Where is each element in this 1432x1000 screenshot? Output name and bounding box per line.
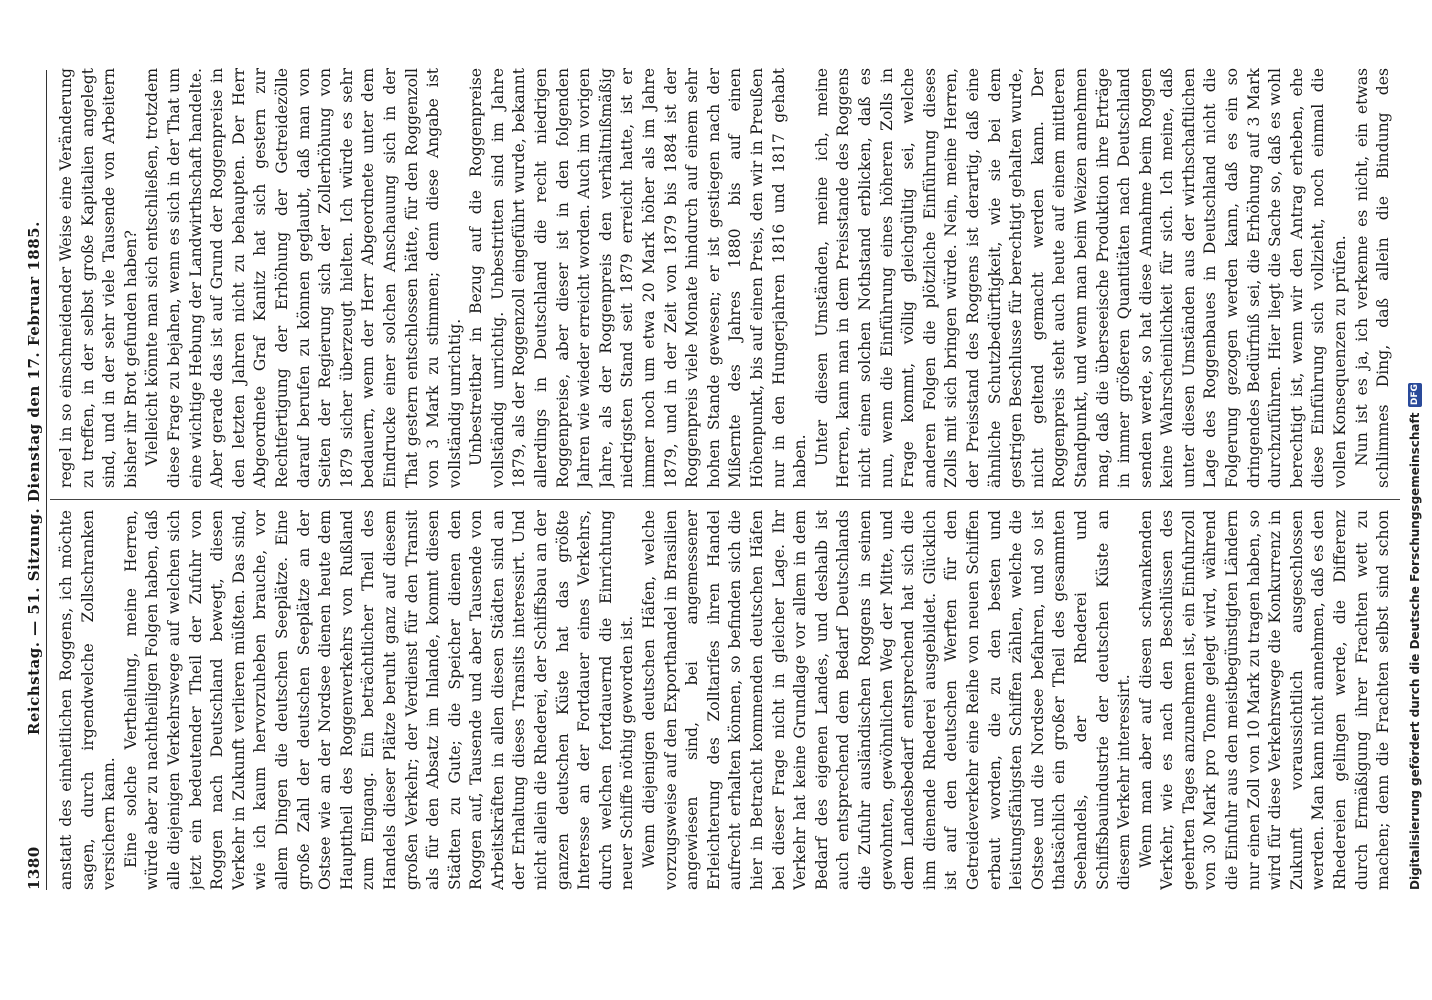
paragraph: Nun ist es ja, ich verkenne es nicht, ein etwas schlimmes Ding, daß allein die Bindung des	[1352, 68, 1393, 488]
right-column	[56, 68, 1396, 488]
paragraph: Eine solche Vertheilung, meine Herren, würde aber zu nachtheiligen Folgen haben, daß alle diejenigen Verkehrswege auf welchen sich jetzt ein bedeutender Theil der Zufuhr von Roggen nach Deutschland bewegt, diesen Verkehr in Zukunft verlieren müßten. Das sind, wie ich kaum hervorzuheben brauche, vor allem Dingen die deutschen Seeplätze. Eine große Zahl der deutschen Seeplätze an der Ostsee wie an der Nordsee dienen heute dem Haupttheil des Roggenverkehrs von Rußland zum Eingang. Ein beträchtlicher Theil des Handels dieser Plätze beruht ganz auf diesem großen Verkehr; der Verdienst für den Transit als für den Absatz im Inlande, kommt diesen Städten zu Gute; die Speicher dienen den Roggen auf, Tausende und aber Tausende von Arbeitskräften in allen diesen Städten sind an der Erhaltung dieses Transits interessirt. Und nicht allein die Rhederei, der Schiffsbau an der ganzen deutschen Küste hat das größte Interesse an der Fortdauer eines Verkehrs, durch welchen fortdauernd die Einrichtung neuer Schiffe nöthig geworden ist.	[121, 510, 637, 890]
page-header	[22, 70, 47, 890]
paragraph: Unbestreitbar in Bezug auf die Roggenpreise vollständig unrichtig. Unbestritten sind im Jahre 1879, als der Roggenzoll eingeführt wurde, bekannt allerdings in Deutschland die recht niedrigen Roggenpreise, aber dieser ist in den folgenden Jahren wie wieder erreicht worden. Auch im vorigen Jahre, als der Roggenpreis den verhältnißmäßig niedrigsten Stand seit 1879 erreicht hatte, ist er immer noch um etwa 20 Mark höher als im Jahre 1879, und in der Zeit von 1879 bis 1884 ist der Roggenpreis viele Monate hindurch auf einem sehr hohen Stande gewesen; er ist gestiegen nach der Mißernte des Jahres 1880 bis auf einen Höhenpunkt, bis auf einen Preis, den wir in Preußen nur in den Hungerjahren 1816 und 1817 gehabt haben.	[467, 68, 810, 488]
dfg-logo-icon: DFG	[1410, 384, 1420, 406]
paragraph: Wenn diejenigen deutschen Häfen, welche vorzugsweise auf den Exporthandel in Brasilien angewiesen sind, bei angemessener Erleichterung des Zolltarifes ihren Handel aufrecht erhalten können, so befinden sich die hier in Betracht kommenden deutschen Häfen bei dieser Frage nicht in gleicher Lage. Ihr Verkehr hat keine Grundlage vor allem in dem Bedarf des eigenen Landes, und deshalb ist auch entsprechend dem Bedarf Deutschlands die Zufuhr ausländischen Roggens in seinen gewohnten, gewöhnlichen Weg der Mitte, und dem Landesbedarf entsprechend hat sich die ihm dienende Rhederei ausgebildet. Glücklich ist auf den deutschen Werften für den Getreideverkehr eine Reihe von neuen Schiffen erbaut worden, die zu den besten und leistungsfähigsten Schiffen zählen, welche die Ostsee und die Nordsee befahren, und so ist thatsächlich ein großer Theil des gesammten Seehandels, der Rhederei und Schiffsbauindustrie der deutschen Küste an diesem Verkehr interessirt.	[640, 510, 1134, 890]
paragraph: regel in so einschneidender Weise eine Veränderung zu treffen, in der selbst große Kapitalien angelegt sind, und in der sehr viele Tausende von Arbeitern bisher ihr Brot gefunden haben?	[57, 68, 140, 488]
left-column	[56, 510, 1396, 890]
footer-credit: Digitalisierung gefördert durch die Deutsche Forschungsgemeinschaft	[1408, 412, 1422, 890]
paragraph: Wenn man aber auf diesen schwankenden Verkehr, wie es nach den Beschlüssen des geehrten Tages anzunehmen ist, ein Einfuhrzoll von 30 Mark pro Tonne gelegt wird, während die Einfuhr aus den meistbegünstigten Ländern nur einen Zoll von 10 Mark zu tragen haben, so wird für diese Verkehrswege die Konkurrenz in Zukunft voraussichtlich ausgeschlossen werden. Man kann nicht annehmen, daß es den Rhedereien gelingen werde, die Differenz durch Ermäßigung ihrer Frachten wett zu machen; denn die Frachten selbst sind schon	[1136, 510, 1393, 890]
page-footer	[1405, 70, 1425, 890]
paragraph: anstatt des einheitlichen Roggens, ich möchte sagen, durch irgendwelche Zollschranken versichern kann.	[57, 510, 119, 890]
page-number: 1380	[25, 846, 43, 890]
column-divider	[50, 499, 1400, 500]
paragraph: Vielleicht könnte man sich entschließen, trotzdem diese Frage zu bejahen, wenn es sich in der That um eine wichtige Hebung der Landwirthschaft handelte. Aber gerade das ist auf Grund der Roggenpreise in den letzten Jahren nicht zu behaupten. Der Herr Abgeordnete Graf Kanitz hat sich gestern zur Rechtfertigung der Erhöhung der Getreidezölle darauf berufen zu können geglaubt, daß man von Seiten der Regierung sich der Zollerhöhung von 1879 sicher überzeugt hielten. Ich würde es sehr bedauern, wenn der Herr Abgeordnete unter dem Eindrucke einer solchen Anschauung sich in der That gestern entschlossen hätte, für den Roggenzoll von 3 Mark zu stimmen; denn diese Angabe ist vollständig unrichtig.	[143, 68, 464, 488]
running-title: Reichstag. — 51. Sitzung. Dienstag den 17. Februar 1885.	[25, 221, 43, 736]
paragraph: Unter diesen Umständen, meine ich, meine Herren, kann man in dem Preisstande des Roggens nicht einen solchen Nothstand erblicken, daß es nun, wenn die Einführung eines höheren Zolls in Frage kommt, völlig gleichgültig sei, welche anderen Folgen die plötzliche Einführung dieses Zolls mit sich bringen würde. Nein, meine Herren, der Preisstand des Roggens ist derartig, daß eine ähnliche Schutzbedürftigkeit, wie sie bei dem gestrigen Beschlusse für berechtigt gehalten wurde, nicht geltend gemacht werden kann. Der Roggenpreis steht auch heute auf einem mittleren Standpunkt, und wenn man beim Weizen annehmen mag, daß die überseeische Produktion ihre Erträge in immer größeren Quantitäten nach Deutschland senden werde, so hat diese Annahme beim Roggen keine Wahrscheinlichkeit für sich. Ich meine, daß unter diesen Umständen aus der wirthschaftlichen Lage des Roggenbaues in Deutschland nicht die Folgerung gezogen werden kann, daß es ein so dringendes Bedürfniß sei, die Erhöhung auf 3 Mark durchzuführen. Hier liegt die Sache so, daß es wohl berechtigt ist, wenn wir den Antrag erheben, ehe diese Einführung sich vollzieht, noch einmal die vollen Konsequenzen zu prüfen.	[812, 68, 1350, 488]
